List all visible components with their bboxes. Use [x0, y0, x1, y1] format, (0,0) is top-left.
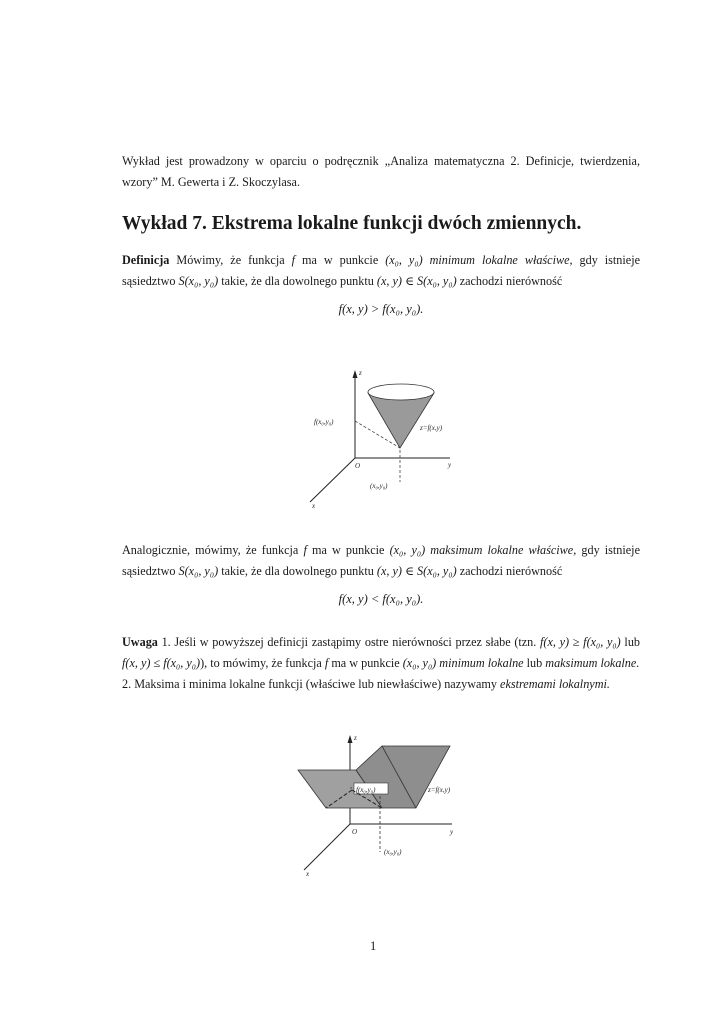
inequality-max: f(x, y) < f(x₀, y₀). — [338, 592, 424, 606]
page-number: 1 — [370, 939, 377, 953]
intro-paragraph: Wykład jest prowadzony w oparciu o podręcznik „Analiza matematyczna 2. Definicje, twierdzenia, wzory” M. Gewerta i Z. Skoczylasa. — [122, 154, 640, 189]
analog-func: f — [303, 543, 307, 557]
definition-text-1: Mówimy, że funkcja — [169, 253, 292, 267]
origin-label: O — [352, 828, 358, 836]
cone-rim — [368, 384, 434, 400]
analog-nbhd: S(x₀, y₀) — [178, 564, 219, 578]
y-axis-label: y — [450, 828, 454, 836]
remark-text-1: 1. Jeśli w powyższej definicji zastąpimy ostre nierówności przez słabe (tzn. — [157, 635, 541, 649]
definition-label: Definicja — [122, 253, 170, 267]
definition-nbhd: S(x₀, y₀) — [178, 274, 219, 288]
figure-minimum — [300, 362, 475, 512]
analog-text-2: ma w punkcie — [306, 543, 390, 557]
surface-label: z=f(x,y) — [420, 424, 443, 432]
remark-text-3: ), to mówimy, że funkcja — [200, 656, 325, 670]
remark-term-2: maksimum lokalne. — [545, 656, 640, 670]
x-axis-line — [310, 458, 355, 502]
analog-text-1: Analogicznie, mówimy, że funkcja — [122, 543, 304, 557]
definition-text-3: gdy istnieje sąsiedztwo — [122, 253, 640, 288]
z-axis-label: z — [354, 734, 357, 742]
remark-ineq-2: f(x, y) ≤ f(x₀, y₀) — [122, 656, 201, 670]
z-axis-label: z — [359, 369, 362, 377]
definition-term: minimum lokalne właściwe, — [422, 253, 573, 267]
remark-text-2: lub — [620, 635, 641, 649]
surface-label: z=f(x,y) — [428, 786, 451, 794]
remark-term-1: minimum lokalne — [436, 656, 524, 670]
remark-text-5: lub — [523, 656, 546, 670]
point-label: (x₀,y₀) — [384, 848, 402, 856]
remark-text-6: 2. Maksima i minima lokalne funkcji (właściwe lub niewłaściwe) nazywamy — [122, 677, 501, 691]
value-label: f(x₀,y₀) — [314, 418, 334, 426]
definition-text-5: zachodzi nierówność — [456, 274, 563, 288]
remark-point: (x₀, y₀) — [402, 656, 437, 670]
analog-paragraph — [122, 540, 640, 582]
remark-term-3: ekstremami lokalnymi. — [500, 677, 610, 691]
remark-label: Uwaga — [122, 635, 158, 649]
lecture-title: Wykład 7. Ekstrema lokalne funkcji dwóch zmiennych. — [122, 213, 582, 234]
z-axis-arrow — [348, 735, 353, 743]
definition-pt: (x, y) ∈ S(x₀, y₀) — [376, 274, 457, 288]
analog-point: (x₀, y₀) — [389, 543, 426, 557]
origin-label: O — [355, 462, 361, 470]
analog-text-3: gdy istnieje sąsiedztwo — [122, 543, 640, 578]
analog-pt: (x, y) ∈ S(x₀, y₀) — [376, 564, 457, 578]
analog-term: maksimum lokalne właściwe, — [425, 543, 577, 557]
point-label: (x₀,y₀) — [370, 482, 388, 490]
x-axis-label: x — [312, 502, 316, 510]
definition-paragraph — [122, 250, 640, 292]
definition-point: (x₀, y₀) — [385, 253, 423, 267]
cone-surface — [368, 393, 434, 448]
x-axis-line — [304, 824, 350, 870]
definition-text-2: ma w punkcie — [295, 253, 386, 267]
remark-ineq-1: f(x, y) ≥ f(x₀, y₀) — [540, 635, 621, 649]
definition-text-4: takie, że dla dowolnego punktu — [218, 274, 377, 288]
remark-text-4: ma w punkcie — [328, 656, 403, 670]
y-axis-label: y — [448, 461, 452, 469]
analog-text-4: takie, że dla dowolnego punktu — [218, 564, 377, 578]
analog-text-5: zachodzi nierówność — [456, 564, 563, 578]
figure-maximum — [292, 730, 482, 880]
remark-func: f — [324, 656, 329, 670]
value-label: f(x₀,y₀) — [356, 786, 376, 794]
x-axis-label: x — [306, 870, 310, 878]
z-axis-arrow — [353, 370, 358, 378]
inequality-min: f(x, y) > f(x₀, y₀). — [338, 302, 424, 316]
definition-func: f — [291, 253, 296, 267]
remark-paragraph — [122, 632, 640, 695]
